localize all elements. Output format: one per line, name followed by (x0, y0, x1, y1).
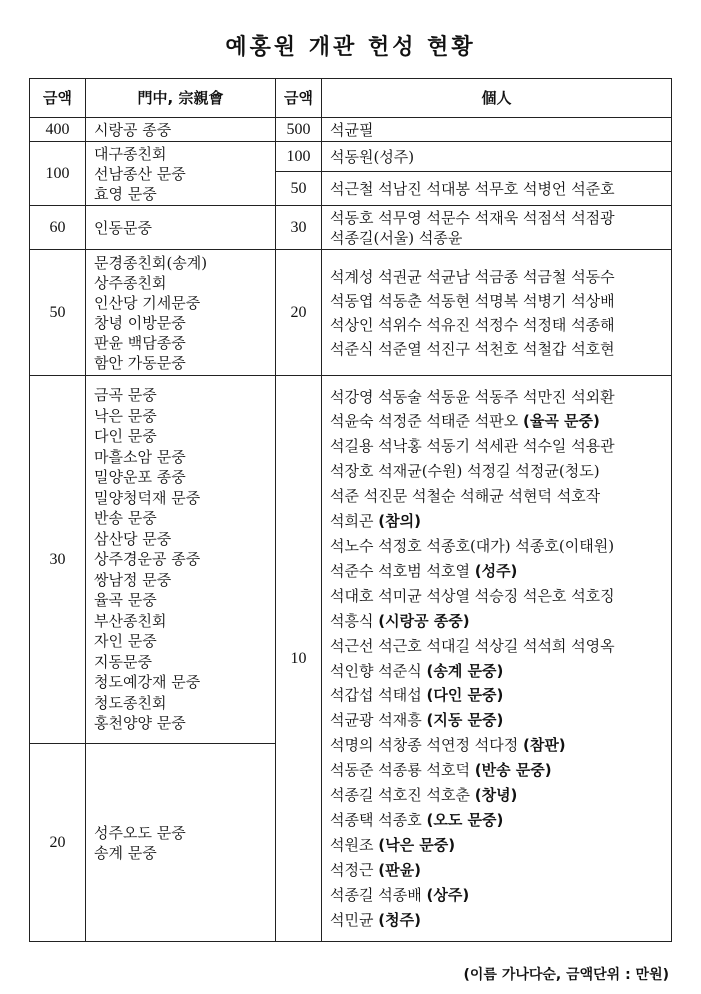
individual-line: 석균필 (330, 120, 374, 139)
individual-names (322, 172, 672, 206)
individual-names (322, 376, 672, 942)
individual-line: 석민균 (청주) (330, 910, 421, 929)
individual-line: 석동엽 석동춘 석동현 석명복 석병기 석상배 (330, 291, 615, 310)
clan-name: 부산종친회 (94, 611, 167, 630)
clan-name: 마흘소암 문중 (94, 447, 186, 466)
table-row (30, 118, 672, 142)
individual-line: 석흥식 (시랑공 종중) (330, 611, 470, 630)
clan-name: 반송 문중 (94, 509, 157, 528)
clan-amount: 20 (30, 744, 86, 942)
individual-line: 석희곤 (참의) (330, 512, 421, 531)
individual-line: 석장호 석재균(수원) 석정길 석정균(청도) (330, 462, 600, 481)
individual-line: 석명의 석창종 석연정 석다정 (참판) (330, 736, 566, 755)
table-row (30, 250, 672, 376)
clan-name: 효영 문중 (94, 184, 157, 203)
clan-name: 밀양청덕재 문중 (94, 488, 201, 507)
individual-amount: 30 (276, 206, 322, 250)
clan-names (86, 376, 276, 744)
header-row (30, 79, 672, 118)
clan-name: 지동문중 (94, 652, 152, 671)
clan-name: 선남종산 문중 (94, 164, 186, 183)
individual-line: 석윤숙 석정준 석태준 석판오 (율곡 문중) (330, 412, 600, 431)
individual-line: 석종길(서울) 석종윤 (330, 228, 463, 247)
clan-name: 시랑공 종중 (94, 120, 172, 139)
clan-names (86, 744, 276, 942)
clan-name: 청도예강재 문중 (94, 673, 201, 692)
clan-name: 율곡 문중 (94, 591, 157, 610)
individual-names (322, 206, 672, 250)
individual-amount: 100 (276, 142, 322, 172)
header-amount-individual: 금액 (276, 79, 322, 118)
clan-name: 창녕 이방문중 (94, 313, 186, 332)
clan-amount: 60 (30, 206, 86, 250)
clan-name: 상주종친회 (94, 273, 167, 292)
individual-line: 석길용 석낙홍 석동기 석세관 석수일 석용관 (330, 437, 615, 456)
clan-name: 홍천양양 문중 (94, 714, 186, 733)
individual-line: 석인향 석준식 (송계 문중) (330, 661, 504, 680)
clan-name: 낙은 문중 (94, 406, 157, 425)
header-individual: 個人 (322, 79, 672, 118)
clan-name: 밀양운포 종중 (94, 468, 186, 487)
clan-name: 문경종친회(송계) (94, 253, 208, 272)
individual-amount: 500 (276, 118, 322, 142)
individual-line: 석준식 석준열 석진구 석천호 석철갑 석호현 (330, 339, 615, 358)
clan-amount: 50 (30, 250, 86, 376)
individual-line: 석대호 석미균 석상열 석승징 석은호 석호징 (330, 586, 615, 605)
clan-name: 성주오도 문중 (94, 823, 186, 842)
individual-line: 석동호 석무영 석문수 석재욱 석점석 석점광 (330, 208, 615, 227)
individual-names (322, 118, 672, 142)
clan-name: 판윤 백담종중 (94, 333, 186, 352)
header-amount: 금액 (30, 79, 86, 118)
individual-line: 석동원(성주) (330, 147, 415, 166)
table-row (30, 376, 672, 744)
clan-amount: 400 (30, 118, 86, 142)
clan-amount: 30 (30, 376, 86, 744)
clan-names (86, 118, 276, 142)
page-title: 예홍원 개관 헌성 현황 (225, 35, 476, 60)
individual-line: 석갑섭 석태섭 (다인 문중) (330, 686, 504, 705)
individual-amount: 50 (276, 172, 322, 206)
individual-line: 석노수 석정호 석종호(대가) 석종호(이태원) (330, 536, 615, 555)
individual-line: 석균광 석재흥 (지동 문중) (330, 711, 504, 730)
individual-line: 석계성 석권균 석균남 석금종 석금철 석동수 (330, 267, 615, 286)
individual-line: 석준 석진문 석철순 석해균 석현덕 석호작 (330, 487, 601, 506)
table-row (30, 206, 672, 250)
individual-line: 석근선 석근호 석대길 석상길 석석희 석영옥 (330, 636, 615, 655)
clan-name: 다인 문중 (94, 427, 157, 446)
clan-name: 대구종친회 (94, 144, 167, 163)
clan-name: 청도종친회 (94, 693, 167, 712)
clan-name: 자인 문중 (94, 632, 157, 651)
donation-table (29, 78, 672, 942)
clan-name: 인산당 기세문중 (94, 293, 201, 312)
individual-names (322, 250, 672, 376)
clan-name: 함안 가동문중 (94, 353, 186, 372)
clan-amount: 100 (30, 142, 86, 206)
individual-line: 석종길 석종배 (상주) (330, 885, 470, 904)
clan-name: 인동문중 (94, 218, 152, 237)
clan-names (86, 206, 276, 250)
individual-line: 석상인 석위수 석유진 석정수 석정태 석종해 (330, 315, 615, 334)
individual-line: 석동준 석종룡 석호덕 (반송 문중) (330, 761, 552, 780)
individual-names (322, 142, 672, 172)
clan-name: 상주경운공 종중 (94, 550, 201, 569)
header-clan: 門中, 宗親會 (86, 79, 276, 118)
clan-name: 쌍남정 문중 (94, 570, 172, 589)
clan-name: 송계 문중 (94, 843, 157, 862)
individual-line: 석종길 석호진 석호춘 (창녕) (330, 786, 518, 805)
individual-line: 석종택 석종호 (오도 문중) (330, 810, 504, 829)
footer-note: (이름 가나다순, 금액단위 : 만원) (463, 967, 669, 983)
individual-line: 석준수 석호범 석호열 (성주) (330, 561, 518, 580)
clan-name: 금곡 문중 (94, 386, 157, 405)
individual-line: 석강영 석동술 석동윤 석동주 석만진 석외환 (330, 387, 615, 406)
clan-names (86, 142, 276, 206)
individual-line: 석근철 석남진 석대봉 석무호 석병언 석준호 (330, 179, 615, 198)
individual-line: 석정근 (판윤) (330, 860, 421, 879)
clan-name: 삼산당 문중 (94, 529, 172, 548)
individual-line: 석원조 (낙은 문중) (330, 835, 456, 854)
clan-names (86, 250, 276, 376)
individual-amount: 10 (276, 376, 322, 942)
individual-amount: 20 (276, 250, 322, 376)
table-row (30, 142, 672, 172)
